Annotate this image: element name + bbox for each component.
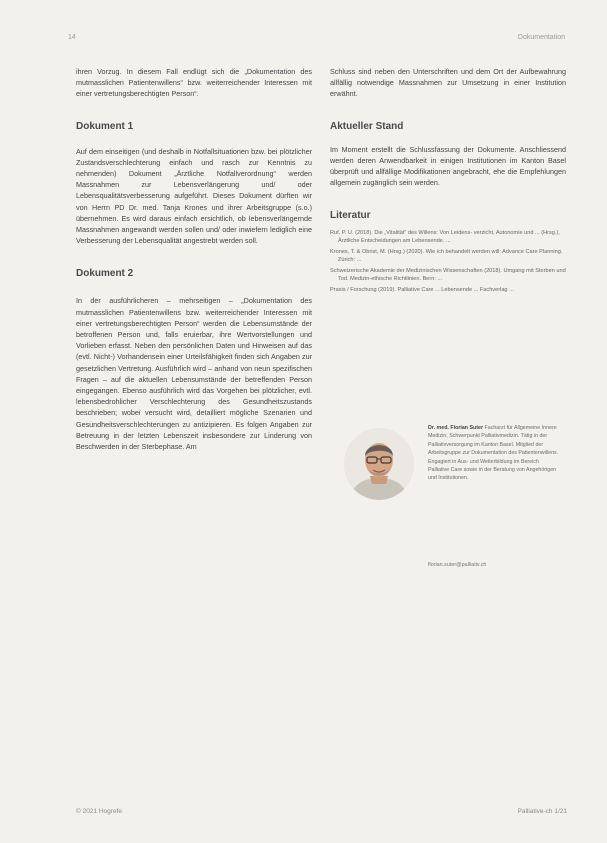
dokument-1-heading: Dokument 1 xyxy=(76,120,134,132)
aktueller-stand-paragraph: Im Moment erstellt die Schlussfassung der Dokumente. Anschliessend werden deren Anwendbarkeit in einigen Institutionen im Kanton Basel überprüft und allfällige Modifikationen angebracht, ehe die Empfehlungen allgemein zugänglich sein werden. xyxy=(330,144,566,188)
page-footer xyxy=(76,808,567,815)
footer-copyright: © 2021 Hogrefe xyxy=(76,808,122,815)
author-bio xyxy=(428,424,560,483)
dokument-2-paragraph: In der ausführlicheren – mehrseitigen – „Dokumentation des mutmasslichen Patientenwillens bzw. weiterreichender Interessen mit einer vertretungsberechtigten Person“ werden die Lebensumstände der betroffenen Person und, falls eruierbar, ihre Wertvorstellungen und Vorlieben erfasst. Neben den persönlichen Daten und Hinweisen auf das (evtl. Nicht-) Vorhandensein einer Urteilsfähigkeit finden sich Angaben zur gesetzlichen Vertretung. Ausführlich wird – anhand von neun spezifischen Fragen – auf die aktuellen Lebensumstände der betreffenden Person eingegangen. Ebenso ausführlich wird das Vorgehen bei plötzlicher, evtl. lebensbedrohlicher Verschlechterung des Gesundheitszustands beschrieben; wobei versucht wird, detailliert mögliche Szenarien und Gesundheitsverschlechterungen zu antizipieren. Es folgen Angaben zur Betreuung in der letzten Lebenszeit insbesondere zur Linderung von Beschwerden in der Sterbephase. Am xyxy=(76,296,312,452)
author-portrait-image xyxy=(344,428,414,500)
running-head xyxy=(68,34,565,41)
dokument-2-heading: Dokument 2 xyxy=(76,268,134,280)
literatur-heading: Literatur xyxy=(330,210,371,222)
literature-list xyxy=(330,230,566,294)
literature-entry: Schweizerische Akademie der Medizinischen Wissenschaften (2018). Umgang mit Sterben und Tod. Medizin-ethische Richtlinien. Bern: ... xyxy=(330,268,566,282)
literature-entry: Krones, T. & Obrist, M. (Hrsg.) (2020). Wie ich behandelt werden will: Advance Care Planning. Zürich: ... xyxy=(330,249,563,264)
literature-entry: Ruf, P. U. (2018). Die „Vitalität“ des Willens: Von Leidens- verzicht, Autonomie und ... (Hrsg.), Ärztliche Entscheidungen am Lebensende. ... xyxy=(330,230,560,245)
literature-entry: Praxis / Forschung (2019). Palliative Care ... Lebensende ... Fachverlag ... xyxy=(330,286,514,293)
author-name: Dr. med. Florian Suter xyxy=(428,425,484,431)
page-number: 14 xyxy=(68,34,76,41)
author-portrait xyxy=(344,428,414,500)
left-column xyxy=(76,66,312,452)
author-email[interactable]: florian.suter@palliativ.ch xyxy=(428,562,487,568)
footer-issue: Palliative-ch 1/21 xyxy=(517,808,567,815)
dokument-1-paragraph: Auf dem einseitigen (und deshalb in Notfallsituationen bzw. bei plötzlicher Zustandsverschlechterung einfach und rasch zur Kenntnis zu nehmenden) Dokument „Ärztliche Notfallverordnung“ werden Massnahmen zur Lebensverlängerung und/ oder Lebensqualitätsverbesserung aufgeführt. Dieses Dokument dürften wir von Herrn PD Dr. med. Tanja Krones und ihrer Arbeitsgruppe (s.o.) übernehmen. Es wird daraus einfach ersichtlich, ob lebensverlängernde Massnahmen angewandt werden sollen und/ oder inwiefern lediglich eine Verbesserung der Lebensqualität angestrebt werden soll. xyxy=(76,146,312,246)
intro-paragraph: ihren Vorzug. In diesem Fall endlügt sich die „Dokumentation des mutmasslichen Patientenwillens“ bzw. weiterreichender Interessen mit einer vertretungsberechtigten Person“. xyxy=(76,67,312,99)
section-title: Dokumentation xyxy=(517,34,565,41)
aktueller-stand-heading: Aktueller Stand xyxy=(330,120,404,132)
author-box xyxy=(330,420,566,570)
right-column xyxy=(330,66,566,298)
author-bio-text: Facharzt für Allgemeine Innere Medizin, Schwerpunkt Palliativmedizin. Tätig in der Palliativversorgung im Kanton Basel. Mitglied der Arbeitsgruppe zur Dokumentation des Patientenwillens. Engagiert in Aus- und Weiterbildung im Bereich Palliative Care sowie in der Beratung von Angehörigen und Institutionen. xyxy=(428,425,559,482)
continuation-paragraph: Schluss sind neben den Unterschriften und dem Ort der Aufbewahrung allfällig notwendige Massnahmen zur Umsetzung in einer Institution erwähnt. xyxy=(330,67,566,99)
